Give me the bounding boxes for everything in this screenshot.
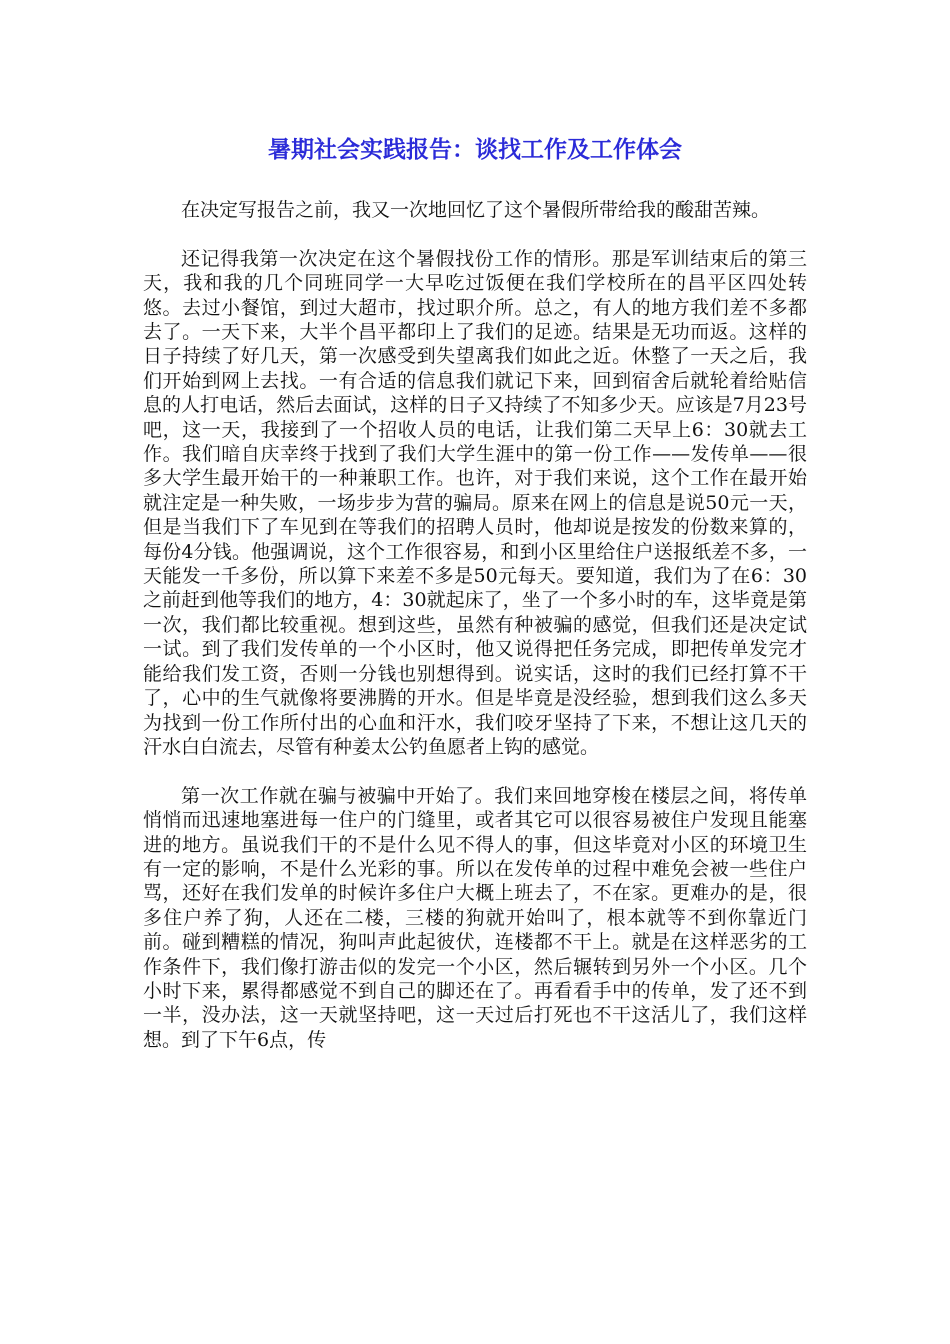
document-title: 暑期社会实践报告：谈找工作及工作体会 — [268, 137, 682, 163]
paragraph-intro: 在决定写报告之前，我又一次地回忆了这个暑假所带给我的酸甜苦辣。 — [181, 199, 771, 221]
document-body — [143, 198, 807, 1077]
paragraph-job-search: 还记得我第一次决定在这个暑假找份工作的情形。那是军训结束后的第三天，我和我的几个同班同学一大早吃过饭便在我们学校所在的昌平区四处转悠。去过小餐馆，到过大超市，找过职介所。总之，有人的地方我们差不多都去了。一天下来，大半个昌平都印上了我们的足迹。结果是无功而返。这样的日子持续了好几天，第一次感受到失望离我们如此之近。休整了一天之后，我们开始到网上去找。一有合适的信息我们就记下来，回到宿舍后就轮着给贴信息的人打电话，然后去面试，这样的日子又持续了不知多少天。应该是7月23号吧，这一天，我接到了一个招收人员的电话，让我们第二天早上6：30就去工作。我们暗自庆幸终于找到了我们大学生涯中的第一份工作——发传单——很多大学生最开始干的一种兼职工作。也许，对于我们来说，这个工作在最开始就注定是一种失败，一场步步为营的骗局。原来在网上的信息是说50元一天，但是当我们下了车见到在等我们的招聘人员时，他却说是按发的份数来算的，每份4分钱。他强调说，这个工作很容易，和到小区里给住户送报纸差不多，一天能发一千多份，所以算下来差不多是50元每天。要知道，我们为了在6：30之前赶到他等我们的地方，4：30就起床了，坐了一个多小时的车，这毕竟是第一次，我们都比较重视。想到这些，虽然有种被骗的感觉，但我们还是决定试一试。到了我们发传单的一个小区时，他又说得把任务完成，即把传单发完才能给我们发工资，否则一分钱也别想得到。说实话，这时的我们已经打算不干了，心中的生气就像将要沸腾的开水。但是毕竟是没经验，想到我们这么多天为找到一份工作所付出的心血和汗水，我们咬牙坚持了下来，不想让这几天的汗水白白流去，尽管有种姜太公钓鱼愿者上钩的感觉。 — [143, 247, 807, 758]
paragraph-first-work: 第一次工作就在骗与被骗中开始了。我们来回地穿梭在楼层之间，将传单悄悄而迅速地塞进每一住户的门缝里，或者其它可以很容易被住户发现且能塞进的地方。虽说我们干的不是什么见不得人的事，但这毕竟对小区的环境卫生有一定的影响，不是什么光彩的事。所以在发传单的过程中难免会被一些住户骂，还好在我们发单的时候许多住户大概上班去了，不在家。更难办的是，很多住户养了狗，人还在二楼，三楼的狗就开始叫了，根本就等不到你靠近门前。碰到糟糕的情况，狗叫声此起彼伏，连楼都不干上。就是在这样恶劣的工作条件下，我们像打游击似的发完一个小区，然后辗转到另外一个小区。几个小时下来，累得都感觉不到自己的脚还在了。再看看手中的传单，发了还不到一半，没办法，这一天就坚持吧，这一天过后打死也不干这活儿了，我们这样想。到了下午6点，传 — [143, 784, 807, 1051]
